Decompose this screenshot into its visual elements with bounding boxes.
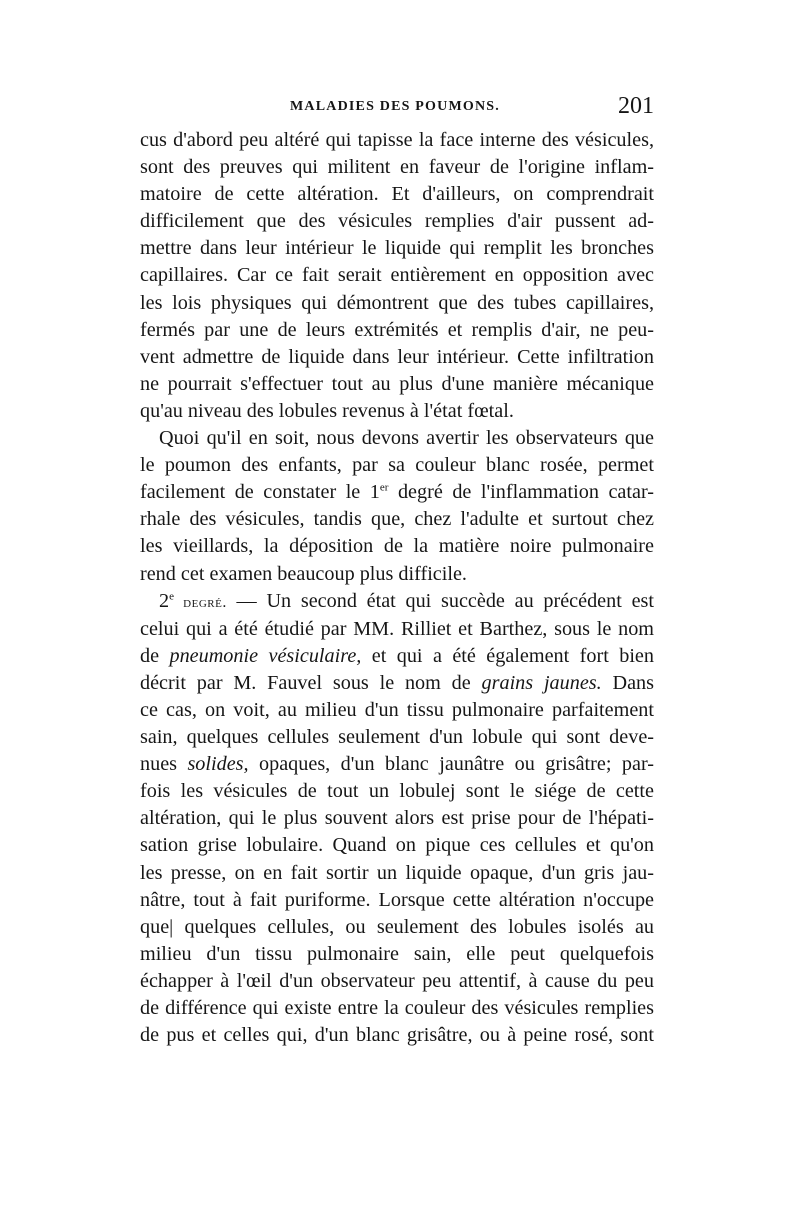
text-segment: décrit par M. Fauvel sous le nom de — [140, 671, 482, 694]
ordinal-superscript: e — [169, 589, 174, 602]
text-line: vent admettre de liquide dans leur intérieur. Cette infiltration — [140, 345, 654, 368]
text-line: cus d'abord peu altéré qui tapisse la face interne des vésicules, — [140, 129, 654, 151]
text-line: les lois physiques qui démontrent que des tubes capillaires, — [140, 291, 654, 314]
text-segment: opaques, d'un blanc jaunâtre ou grisâtre; par- — [248, 753, 654, 776]
text-line: sation grise lobulaire. Quand on pique ces cellules et qu'on — [140, 834, 654, 857]
body-text — [140, 127, 654, 1049]
page-header — [140, 93, 654, 125]
text-line: mettre dans leur intérieur le liquide qui remplit les bronches — [140, 237, 654, 260]
text-line: sain, quelques cellules seulement d'un lobule qui sont deve- — [140, 726, 654, 749]
text-line — [140, 670, 654, 697]
text-line: sont des preuves qui militent en faveur de l'origine inflam- — [140, 156, 654, 179]
text-segment: 2 — [159, 589, 170, 612]
text-segment: degré de l'inflammation catar- — [388, 481, 654, 504]
ordinal-superscript: er — [379, 481, 389, 494]
text-line: les presse, on en fait sortir un liquide opaque, d'un gris jau- — [140, 861, 654, 884]
text-line: de pus et celles qui, d'un blanc grisâtre, ou à peine rosé, sont — [140, 1024, 654, 1047]
text-line: difficilement que des vésicules remplies d'air pussent ad- — [140, 210, 654, 233]
text-line: le poumon des enfants, par sa couleur blanc rosée, permet — [140, 454, 654, 477]
running-title: MALADIES DES POUMONS. — [290, 99, 500, 114]
text-line: altération, qui le plus souvent alors est prise pour de l'hépati- — [140, 807, 654, 830]
text-line: fois les vésicules de tout un lobulej sont le siége de cette — [140, 780, 654, 803]
text-line: capillaires. Car ce fait serait entièrement en opposition avec — [140, 264, 654, 287]
text-line — [140, 588, 654, 616]
text-segment: facilement de constater le 1 — [140, 481, 380, 504]
text-line: ce cas, on voit, au milieu d'un tissu pulmonaire parfaitement — [140, 698, 654, 721]
text-line — [140, 479, 654, 506]
text-segment: nues — [140, 753, 188, 776]
section-heading: degré. — [173, 593, 227, 611]
italic-term: solides, — [187, 753, 249, 776]
text-line: celui qui a été étudié par MM. Rilliet et Barthez, sous le nom — [140, 617, 654, 640]
text-line: rhale des vésicules, tandis que, chez l'adulte et surtout chez — [140, 508, 654, 531]
text-segment: — Un second état qui succède au précédent est — [226, 589, 654, 612]
text-line: Quoi qu'il en soit, nous devons avertir les observateurs que — [159, 427, 654, 450]
italic-term: grains jaunes. — [481, 671, 602, 694]
text-line: les vieillards, la déposition de la matière noire pulmonaire — [140, 535, 654, 558]
text-segment: de — [140, 644, 170, 667]
text-line — [140, 643, 654, 670]
text-segment: Dans — [601, 671, 654, 694]
text-line: de différence qui existe entre la couleur des vésicules remplies — [140, 997, 654, 1019]
text-line: nâtre, tout à fait puriforme. Lorsque cette altération n'occupe — [140, 888, 654, 911]
page-number: 201 — [618, 93, 654, 119]
text-line: qu'au niveau des lobules revenus à l'état fœtal. — [140, 399, 514, 422]
text-line — [140, 751, 654, 778]
text-line: matoire de cette altération. Et d'ailleurs, on comprendrait — [140, 183, 654, 206]
text-line: échapper à l'œil d'un observateur peu attentif, à cause du peu — [140, 969, 654, 992]
text-line: que| quelques cellules, ou seulement des lobules isolés au — [140, 915, 654, 938]
italic-term: pneumonie vésiculaire, — [169, 644, 362, 667]
text-line: ne pourrait s'effectuer tout au plus d'une manière mécanique — [140, 372, 654, 395]
text-segment: et qui a été également fort bien — [361, 644, 654, 667]
text-line: rend cet examen beaucoup plus difficile. — [140, 562, 467, 585]
text-line: milieu d'un tissu pulmonaire sain, elle peut quelquefois — [140, 942, 654, 965]
text-line: fermés par une de leurs extrémités et remplis d'air, ne peu- — [140, 318, 654, 341]
